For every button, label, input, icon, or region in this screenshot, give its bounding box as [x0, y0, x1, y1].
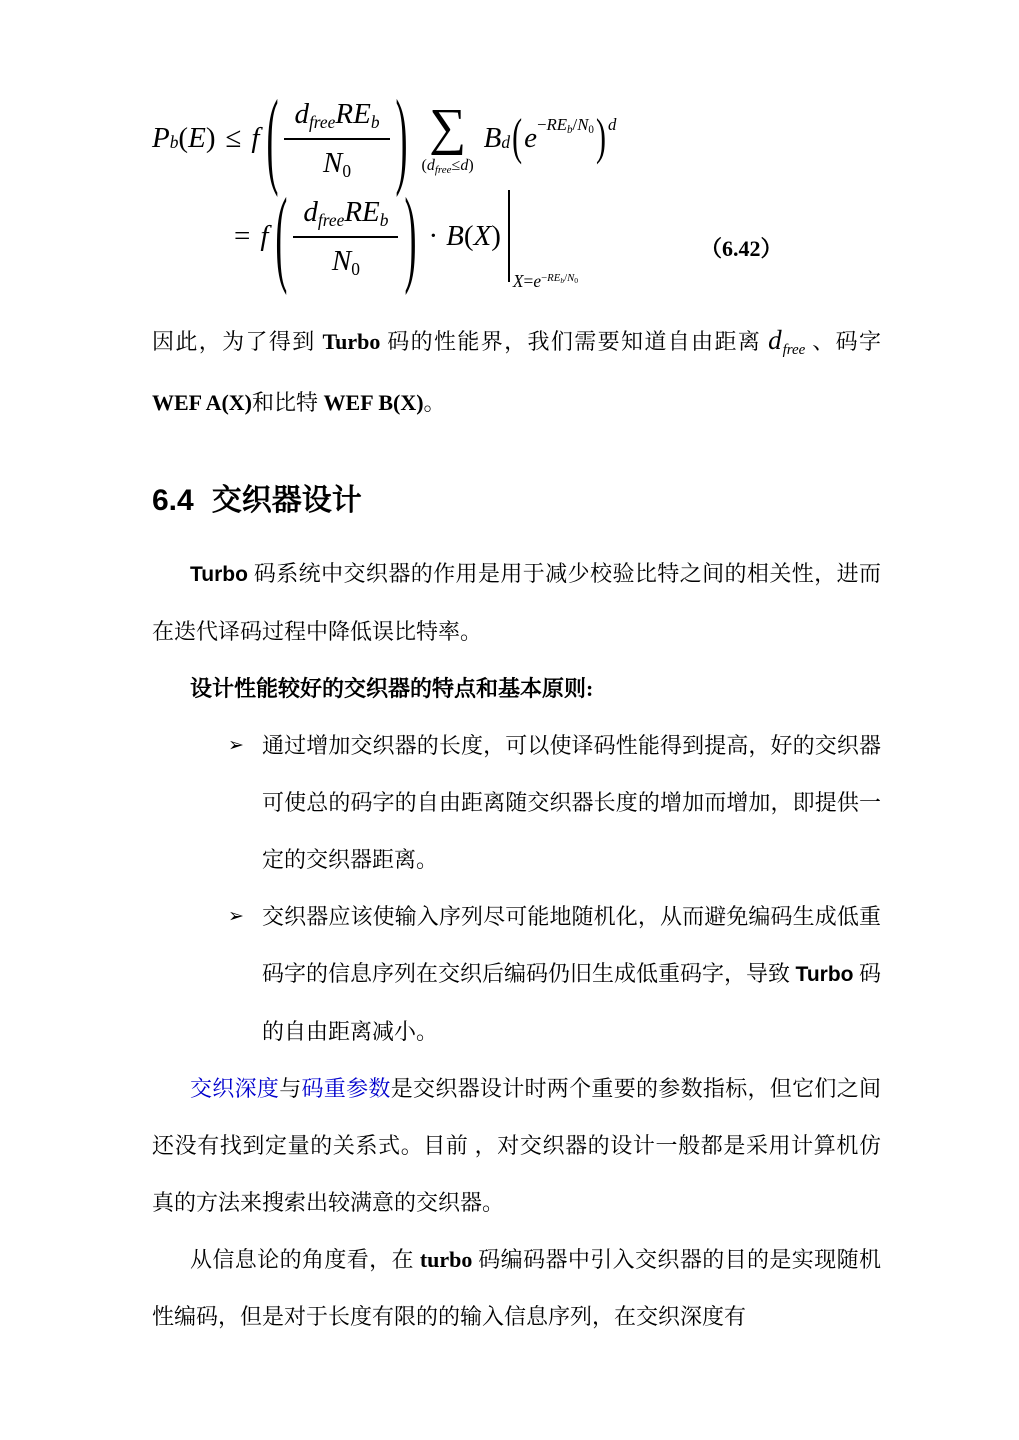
math-f: f [260, 219, 269, 252]
math-N: N [331, 245, 352, 277]
math-RE: RE [547, 271, 561, 284]
math-X: X [512, 270, 524, 291]
math-power-d: d [607, 115, 617, 135]
math-0-sub: 0 [588, 124, 594, 137]
section-number: 6.4 [152, 484, 194, 517]
math-dfree-inline [768, 325, 806, 358]
math-N: N [577, 115, 589, 135]
math-b-sub: b [566, 124, 573, 137]
evaluation-subscript [513, 271, 578, 292]
math-free-sub: free [308, 111, 336, 132]
arrow-bullet-icon: ➢ [228, 905, 244, 927]
math-d: d [426, 156, 435, 174]
bullet-item-2 [228, 888, 881, 1060]
math-P: P [152, 121, 170, 154]
math-free-sub: free [434, 163, 452, 176]
math-b-sub: b [560, 275, 565, 285]
link-interleaving-depth[interactable]: 交织深度 [190, 1076, 280, 1101]
math-equals: = [234, 219, 251, 252]
text-run: 码编码器中引入交织器的目的是实现随机性编码，但是对于长度有限的的输入信息序列，在交织深度有 [152, 1247, 881, 1329]
evaluation-bar [508, 190, 510, 282]
math-slash: / [572, 115, 578, 135]
bullet-item-1 [228, 717, 881, 888]
math-free-sub: free [317, 209, 345, 230]
paragraph-information-theory [152, 1231, 881, 1345]
sigma-symbol: ∑ [429, 98, 467, 156]
turbo-bold-sans: Turbo [795, 963, 854, 986]
math-paren: ( [421, 156, 427, 174]
turbo-bold: turbo [419, 1247, 473, 1272]
fraction-dfreeREb-over-N0 [284, 96, 389, 180]
text-run: 码的性能界，我们需要知道自由距离 [380, 329, 769, 354]
text-run: 。 [423, 390, 446, 415]
math-paren: ( [178, 121, 189, 154]
summation-condition [422, 157, 474, 175]
section-heading-6-4 [152, 481, 881, 521]
text-run: 与 [279, 1076, 302, 1101]
exponent-group [537, 115, 594, 135]
wef-a-bold: WEF A(X) [152, 390, 253, 415]
math-f: f [251, 121, 260, 154]
math-RE: RE [546, 115, 567, 135]
math-d: d [768, 325, 782, 355]
math-minus: − [541, 271, 548, 284]
turbo-bold-sans: Turbo [190, 563, 248, 586]
math-RE: RE [335, 98, 371, 130]
section-title: 交织器设计 [211, 484, 362, 517]
equation-line-1 [152, 78, 881, 198]
fraction-numerator [284, 96, 389, 140]
text-run: 和比特 [252, 390, 324, 415]
math-N: N [322, 147, 343, 179]
math-0-sub: 0 [351, 258, 360, 279]
text-run: 因此，为了得到 [152, 329, 323, 354]
mid-paren-close: ) [595, 109, 606, 166]
wef-b-bold: WEF B(X) [323, 390, 424, 415]
math-d: d [294, 98, 309, 130]
big-paren-close: ) [404, 176, 417, 296]
text-run: 交织器应该使输入序列尽可能地随机化，从而避免编码生成低重码字的信息序列在交织后编码仍旧生成低重码字，导致 [262, 904, 881, 986]
math-paren: ( [463, 219, 474, 252]
math-e: e [524, 121, 537, 154]
math-N: N [567, 271, 575, 284]
math-P-sub: b [169, 132, 179, 153]
text-run: 从信息论的角度看，在 [190, 1247, 420, 1272]
math-leq: ≤ [451, 156, 461, 174]
math-paren: ) [468, 156, 474, 174]
text-run: 、码字 [805, 329, 881, 354]
bullet-text [262, 888, 881, 1060]
arrow-bullet-icon: ➢ [228, 734, 244, 756]
math-paren: ) [205, 121, 216, 154]
fraction-denominator [332, 238, 360, 278]
math-slash: / [564, 271, 568, 284]
fraction-numerator [293, 194, 398, 238]
summation [421, 98, 474, 176]
math-free-sub: free [782, 342, 806, 358]
math-0-sub: 0 [574, 275, 579, 285]
paragraph-design-principles: 设计性能较好的交织器的特点和基本原则: [190, 676, 594, 701]
math-cdot: · [428, 219, 439, 252]
equation-6-42 [152, 78, 881, 296]
mid-paren-open: ( [512, 109, 523, 166]
math-B: B [446, 219, 464, 252]
math-leq: ≤ [225, 121, 242, 154]
math-equals: = [523, 270, 534, 291]
turbo-bold: Turbo [322, 329, 381, 354]
math-d: d [303, 196, 318, 228]
equation-number: （6.42） [700, 236, 783, 261]
big-paren-open: ( [275, 176, 288, 296]
paragraph-interleaver-role [152, 545, 881, 660]
big-paren-open: ( [266, 78, 279, 198]
math-e: e [533, 270, 542, 291]
text-run: 码的自由距离减小。 [262, 961, 881, 1044]
fraction-denominator [323, 140, 351, 180]
math-minus: − [536, 115, 547, 135]
fraction-dfreeREb-over-N0 [293, 194, 398, 278]
big-paren-close: ) [395, 78, 408, 198]
link-code-weight-parameter[interactable]: 码重参数 [301, 1076, 391, 1101]
math-RE: RE [344, 196, 380, 228]
math-paren: ) [491, 219, 501, 252]
math-b-sub: b [370, 111, 380, 132]
math-E: E [188, 121, 206, 154]
math-b-sub: b [379, 209, 389, 230]
math-d: d [460, 156, 469, 174]
bullet-text: 通过增加交织器的长度，可以使译码性能得到提高，好的交织器可使总的码字的自由距离随交织器长度的增加而增加，即提供一定的交织器距离。 [262, 733, 881, 872]
text-run: 码系统中交织器的作用是用于减少校验比特之间的相关性，进而在迭代译码过程中降低误比特率。 [152, 561, 881, 644]
paragraph-conclusion [152, 312, 881, 431]
math-B-sub: d [501, 132, 511, 153]
paragraph-parameters [152, 1060, 881, 1231]
text-run: 是交织器设计时两个重要的参数指标，但它们之间还没有找到定量的关系式。目前 ，对交织器的设计一般都是采用计算机仿真的方法来搜索出较满意的交织器。 [152, 1076, 881, 1215]
evaluated-at [503, 190, 579, 291]
math-X: X [473, 219, 492, 252]
math-0-sub: 0 [342, 160, 352, 181]
math-B: B [483, 121, 502, 154]
exponent-group [541, 272, 578, 284]
